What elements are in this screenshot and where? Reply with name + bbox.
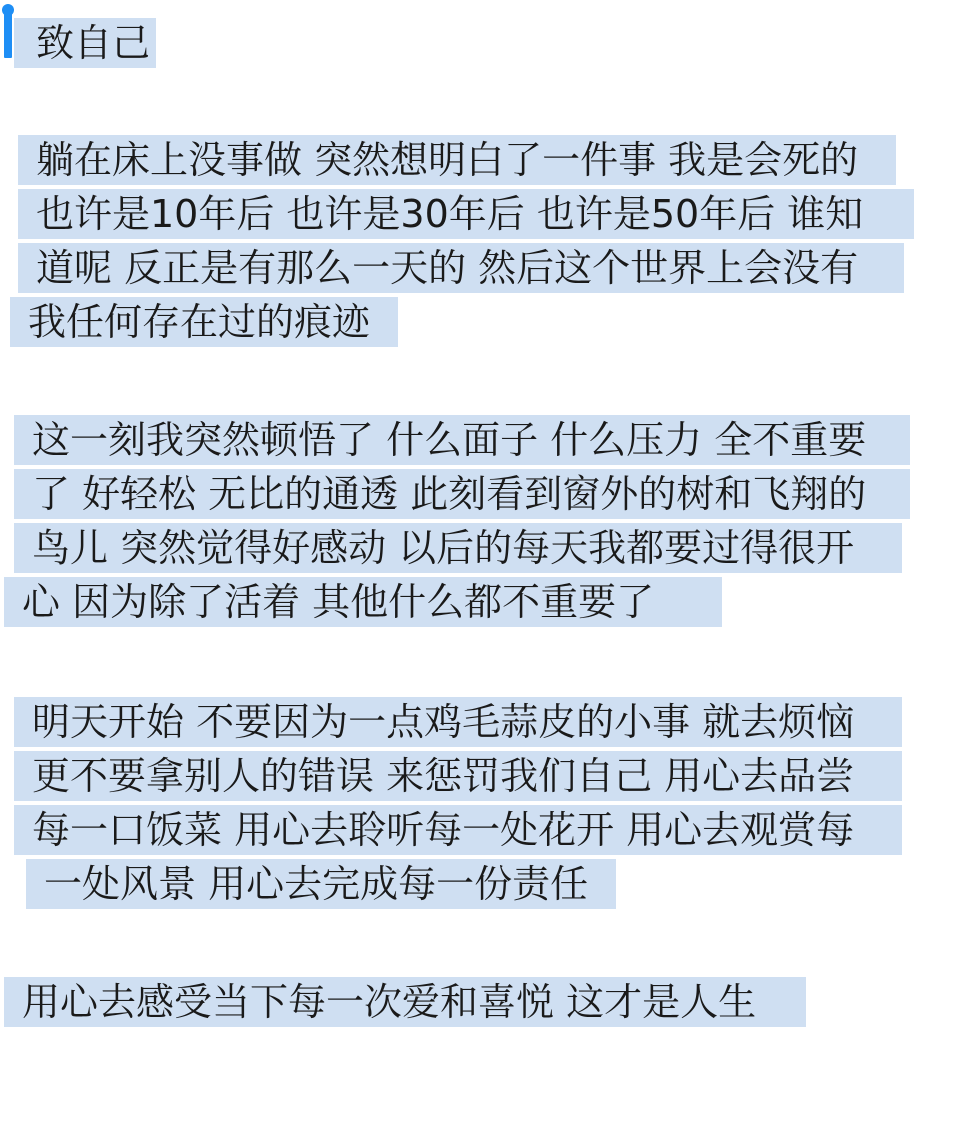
text-line: 明天开始 不要因为一点鸡毛蒜皮的小事 就去烦恼 [14, 697, 902, 747]
text-line: 道呢 反正是有那么一天的 然后这个世界上会没有 [18, 243, 904, 293]
text-line: 躺在床上没事做 突然想明白了一件事 我是会死的 [18, 135, 896, 185]
text-line: 心 因为除了活着 其他什么都不重要了 [4, 577, 722, 627]
text-line: 更不要拿别人的错误 来惩罚我们自己 用心去品尝 [14, 751, 902, 801]
text-line: 鸟儿 突然觉得好感动 以后的每天我都要过得很开 [14, 523, 902, 573]
text-line: 了 好轻松 无比的通透 此刻看到窗外的树和飞翔的 [14, 469, 910, 519]
text-line: 我任何存在过的痕迹 [10, 297, 398, 347]
title-text: 致自己 [36, 21, 151, 65]
text-line: 这一刻我突然顿悟了 什么面子 什么压力 全不重要 [14, 415, 910, 465]
text-line: 用心去感受当下每一次爱和喜悦 这才是人生 [4, 977, 806, 1027]
text-line: 也许是10年后 也许是30年后 也许是50年后 谁知 [18, 189, 914, 239]
title-line [14, 18, 156, 68]
text-line: 一处风景 用心去完成每一份责任 [26, 859, 616, 909]
selection-cursor-handle[interactable] [4, 10, 12, 58]
text-line: 每一口饭菜 用心去聆听每一处花开 用心去观赏每 [14, 805, 902, 855]
